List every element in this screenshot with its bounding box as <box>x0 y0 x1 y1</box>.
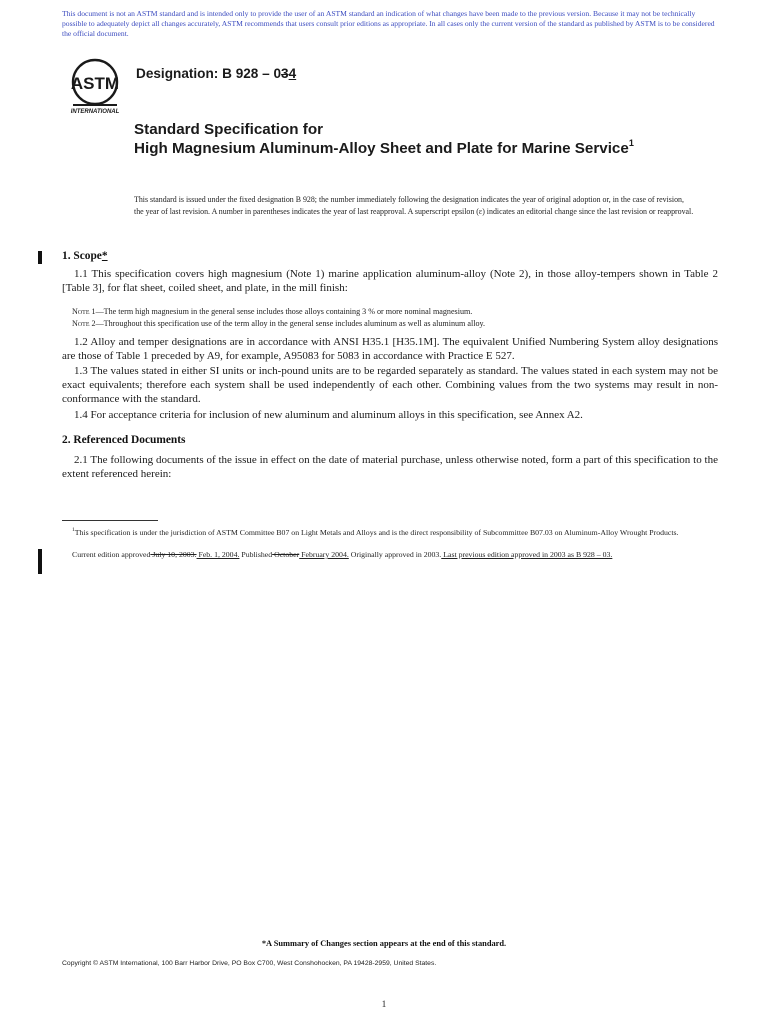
title-main <box>134 139 664 158</box>
note-1-label: Note <box>72 307 90 316</box>
title-block <box>134 120 694 158</box>
paragraph-2-1: 2.1 The following documents of the issue in effect on the date of material purchase, unless otherwise noted, form a part of this specification to the extent referenced herein: <box>62 454 718 480</box>
summary-of-changes-note: *A Summary of Changes section appears at the end of this standard. <box>261 939 507 948</box>
section-2-title: 2. Referenced Documents <box>62 434 186 446</box>
title-line1: Standard Specification for <box>134 121 324 138</box>
designation-new-digit: 4 <box>288 66 297 81</box>
designation <box>136 66 296 81</box>
paragraph-1-3: 1.3 The values stated in either SI units or inch-pound units are to be regarded separately as standard. The values stated in each system may not be exact equivalents; therefore each system shall be used independently of each other. Combining values from the two systems may result in non-conformance with the standard. <box>62 365 718 405</box>
section-2-heading <box>62 434 185 446</box>
title-footnote-ref: 1 <box>628 138 634 148</box>
title-main-text: High Magnesium Aluminum-Alloy Sheet and Plate for Marine Service <box>134 140 629 157</box>
change-bar <box>38 549 42 574</box>
note-1-text: 1—The term high magnesium in the general sense includes those alloys containing 3 % or more nominal magnesium. <box>89 307 473 316</box>
note-2-text: 2—Throughout this specification use of the term alloy in the general sense includes aluminum as well as aluminum alloy. <box>89 319 486 328</box>
new-month: February 2004. <box>299 550 349 559</box>
new-date: Feb. 1, 2004. <box>196 550 240 559</box>
footnote-jurisdiction: This specification is under the jurisdiction of ASTM Committee B07 on Light Metals and Alloys and is the direct responsibility of Subcommittee B07.03 on Aluminum-Alloy Wrought Products. <box>74 528 679 537</box>
paragraph-1-1: 1.1 This specification covers high magnesium (Note 1) marine application aluminum-alloy (Note 2), in those alloy-tempers shown in Table 2 [Table 3], for flat sheet, coiled sheet, and plate, in the mill finish: <box>62 268 718 294</box>
note-2 <box>72 318 718 330</box>
summary-star: * <box>101 250 108 262</box>
paragraph-1-2: 1.2 Alloy and temper designations are in accordance with ANSI H35.1 [H35.1M]. The equivalent Unified Numbering System alloy designations are those of Table 1 preceded by A9, for example, A95083 for 5083 in accordance with Practice E 527. <box>62 336 718 362</box>
disclaimer-text: This document is not an ASTM standard and is intended only to provide the user of an ASTM standard an indication of what changes have been made to the previous version. Because it may not be technically possible to adequately depict all changes accurately, ASTM recommends that users consult prior editions as appropriate. In all cases only the current version of the standard as published by ASTM is to be considered the official document. <box>62 9 715 39</box>
struck-month: October <box>272 550 300 559</box>
astm-logo <box>62 56 128 116</box>
section-1-heading <box>62 250 108 262</box>
page-number: 1 <box>381 1000 387 1010</box>
last-previous-edition: Last previous edition approved in 2003 as B 928 – 03. <box>441 550 613 559</box>
footnote-edition: Current edition approved July 10, 2003. Feb. 1, 2004. Published October February 2004. Originally approved in 2003. Last previous edition approved in 2003 as B 928 – 03. <box>72 550 613 559</box>
footnote-rule <box>62 520 158 521</box>
issued-note: This standard is issued under the fixed designation B 928; the number immediately following the designation indicates the year of original adoption or, in the case of revision, the year of last revision. A number in parentheses indicates the year of last reapproval. A superscript epsilon (ε) indicates an editorial change since the last revision or reapproval. <box>134 195 694 216</box>
change-bar <box>38 251 42 264</box>
section-1-title: 1. Scope <box>62 250 102 262</box>
logo-caption: INTERNATIONAL <box>70 109 120 115</box>
note-2-label: Note <box>72 319 90 328</box>
footnote-1 <box>62 527 718 538</box>
struck-date: July 10, 2003. <box>150 550 197 559</box>
designation-old-digit: 3 <box>281 66 289 81</box>
footnote-number: 1 <box>72 527 75 533</box>
designation-prefix: Designation: B 928 – 0 <box>136 66 282 81</box>
paragraph-1-4: 1.4 For acceptance criteria for inclusion of new aluminum and aluminum alloys in this specification, see Annex A2. <box>74 409 583 421</box>
logo-text: ASTM <box>70 74 120 93</box>
note-1 <box>72 306 718 318</box>
copyright-text: Copyright © ASTM International, 100 Barr Harbor Drive, PO Box C700, West Conshohocken, PA 19428-2959, United States. <box>62 960 437 967</box>
